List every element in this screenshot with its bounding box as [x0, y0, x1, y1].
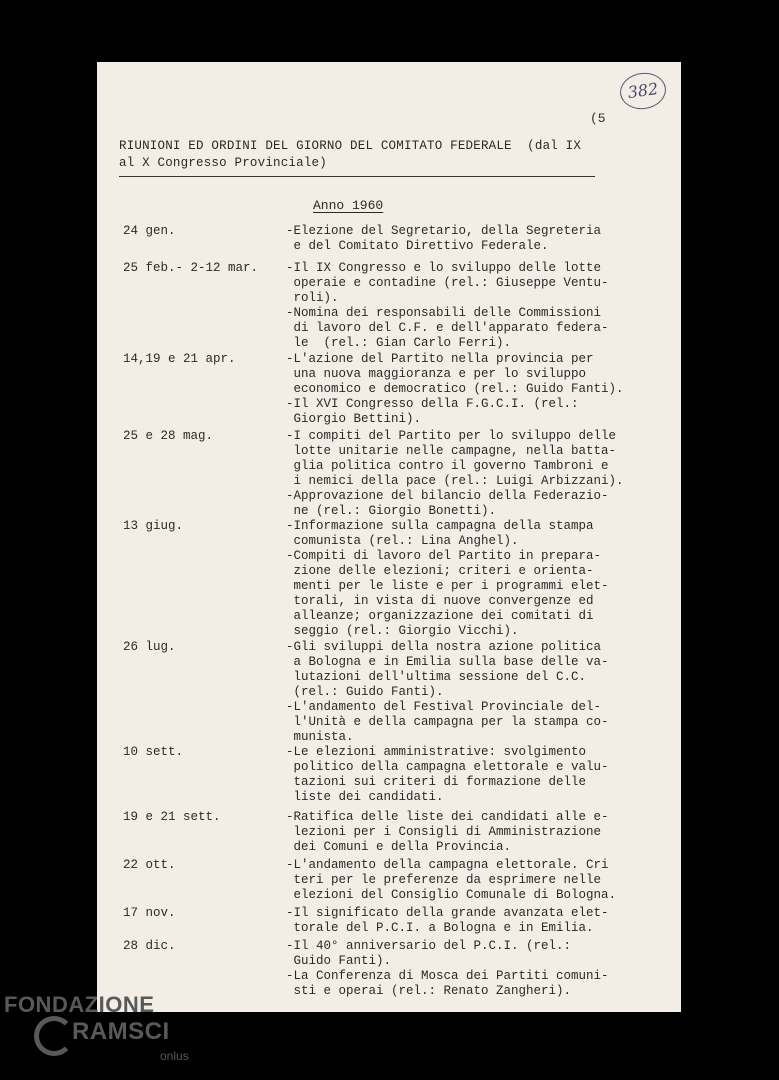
logo-line1: FONDAZIONE [4, 992, 155, 1017]
archive-stamp: 382 [618, 70, 669, 112]
entry-text: -Il significato della grande avanzata elet- torale del P.C.I. a Bologna e in Emilia. [286, 906, 609, 935]
logo-line2: RAMSCI [72, 1018, 170, 1045]
entry-text: -Le elezioni amministrative: svolgimento politico della campagna elettorale e valu- tazioni sui criteri di formazione delle liste dei candidati. [286, 745, 609, 804]
entry-date: 13 giug. [123, 519, 184, 533]
entry-date: 19 e 21 sett. [123, 810, 221, 824]
entry-date: 26 lug. [123, 640, 176, 654]
entry-date: 17 nov. [123, 906, 176, 920]
entry-text: -Elezione del Segretario, della Segreteria e del Comitato Direttivo Federale. [286, 224, 602, 253]
entry-text: -L'azione del Partito nella provincia per una nuova maggioranza e per lo sviluppo economico e democratico (rel.: Guido Fanti). -Il XVI Congresso della F.G.C.I. (rel.: Giorgio Bettini). [286, 352, 624, 426]
year-heading: Anno 1960 [313, 198, 384, 213]
logo-g-icon [34, 1016, 74, 1056]
entry-text: -Il IX Congresso e lo sviluppo delle lotte operaie e contadine (rel.: Giuseppe Ventu- roli). -Nomina dei responsabili delle Commissioni di lavoro del C.F. e dell'apparato federa- le (rel.: Gian Carlo Ferri). [286, 261, 609, 350]
entry-date: 28 dic. [123, 939, 176, 953]
document-page [97, 62, 681, 1012]
fondazione-gramsci-logo [4, 992, 194, 1072]
entry-text: -Il 40° anniversario del P.C.I. (rel.: Guido Fanti). -La Conferenza di Mosca dei Partiti comuni- sti e operai (rel.: Renato Zangheri). [286, 939, 609, 998]
logo-subtitle: onlus [160, 1049, 189, 1063]
entry-date: 25 feb.- 2-12 mar. [123, 261, 259, 275]
title-underline [119, 176, 595, 177]
entry-date: 24 gen. [123, 224, 176, 238]
entry-date: 22 ott. [123, 858, 176, 872]
page-mark: (5 [590, 111, 606, 126]
entry-text: -Ratifica delle liste dei candidati alle e- lezioni per i Consigli di Amministrazione dei Comuni e della Provincia. [286, 810, 609, 854]
entry-text: -L'andamento della campagna elettorale. Cri teri per le preferenze da esprimere nelle elezioni del Consiglio Comunale di Bologna. [286, 858, 617, 902]
entry-date: 10 sett. [123, 745, 184, 759]
entry-text: -I compiti del Partito per lo sviluppo delle lotte unitarie nelle campagne, nella batta- glia politica contro il governo Tambroni e i nemici della pace (rel.: Luigi Arbizzani). -Approvazione del bilancio della Federazio- ne (rel.: Giorgio Bonetti). [286, 429, 624, 518]
entry-date: 14,19 e 21 apr. [123, 352, 236, 366]
entry-text: -Gli sviluppi della nostra azione politica a Bologna e in Emilia sulla base delle va- lutazioni dell'ultima sessione del C.C. (rel.: Guido Fanti). -L'andamento del Festival Provinciale del- l'Unità e della campagna per la stampa co- munista. [286, 640, 609, 744]
document-title: RIUNIONI ED ORDINI DEL GIORNO DEL COMITATO FEDERALE (dal IX al X Congresso Provinciale) [119, 139, 582, 170]
entry-text: -Informazione sulla campagna della stampa comunista (rel.: Lina Anghel). -Compiti di lavoro del Partito in prepara- zione delle elezioni; criteri e orienta- menti per le liste e per i programmi elet- torali, in vista di nuove convergenze ed alleanze; organizzazione dei comitati di seggio (rel.: Giorgio Vicchi). [286, 519, 609, 638]
entry-date: 25 e 28 mag. [123, 429, 214, 443]
